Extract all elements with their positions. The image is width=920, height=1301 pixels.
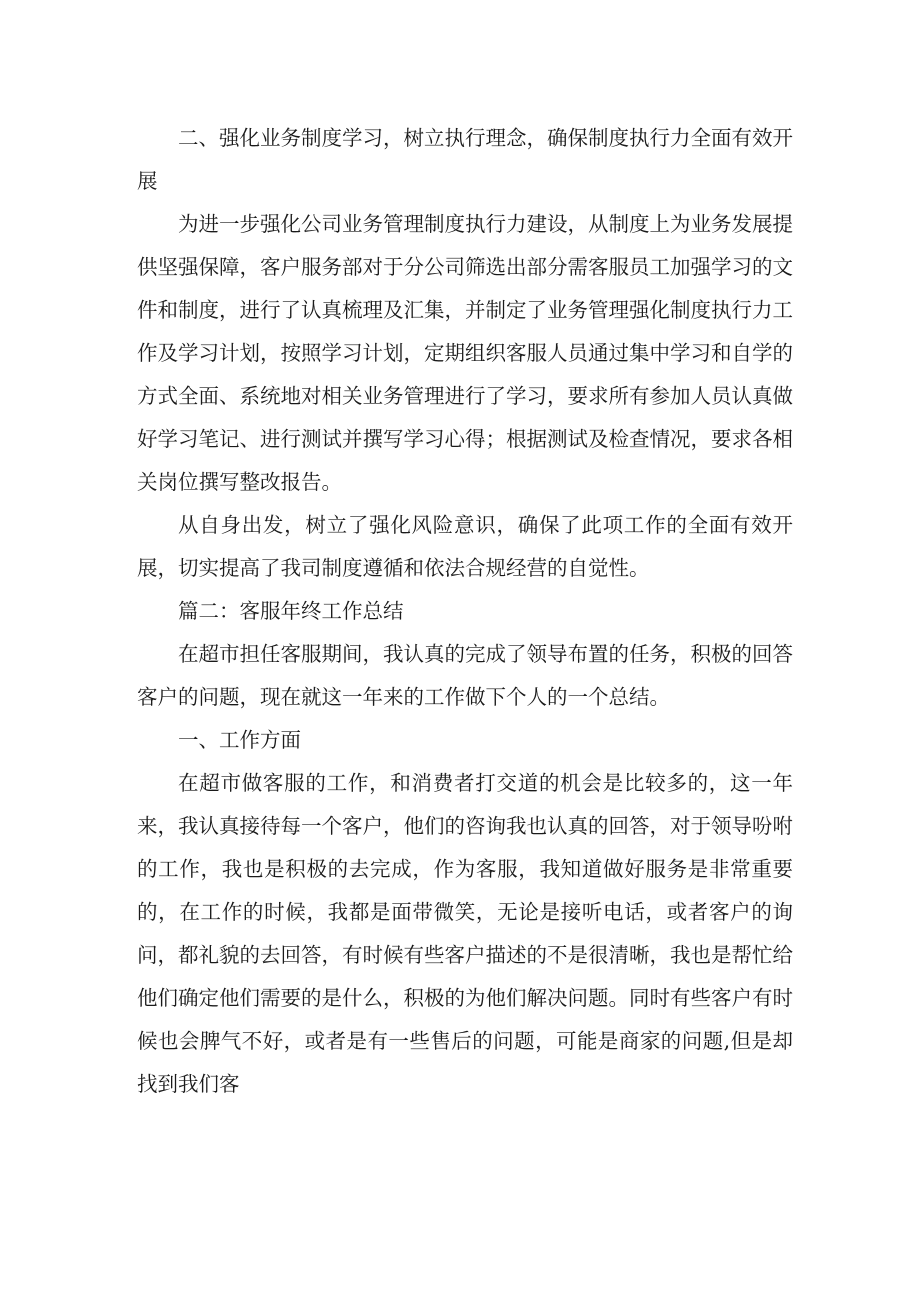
chapter-heading: 篇二：客服年终工作总结 — [178, 599, 404, 623]
body-paragraph: 从自身出发，树立了强化风险意识，确保了此项工作的全面有效开展，切实提高了我司制度遵循和依法合规经营的自觉性。 — [137, 513, 793, 580]
body-paragraph: 在超市担任客服期间，我认真的完成了领导布置的任务，积极的回答客户的问题，现在就这一年来的工作做下个人的一个总结。 — [137, 642, 793, 709]
body-paragraph: 在超市做客服的工作，和消费者打交道的机会是比较多的，这一年来，我认真接待每一个客户，他们的咨询我也认真的回答，对于领导吩咐的工作，我也是积极的去完成，作为客服，我知道做好服务是非常重要的，在工作的时候，我都是面带微笑，无论是接听电话，或者客户的询问，都礼貌的去回答，有时候有些客户描述的不是很清晰，我也是帮忙给他们确定他们需要的是什么，积极的为他们解决问题。同时有些客户有时候也会脾气不好，或者是有一些售后的问题，可能是商家的问题,但是却找到我们客 — [137, 771, 793, 1096]
document-page — [137, 117, 793, 1106]
section-heading-one: 一、工作方面 — [178, 728, 301, 752]
section-heading-two: 二、强化业务制度学习，树立执行理念，确保制度执行力全面有效开展 — [137, 126, 793, 193]
body-paragraph: 为进一步强化公司业务管理制度执行力建设，从制度上为业务发展提供坚强保障，客户服务部对于分公司筛选出部分需客服员工加强学习的文件和制度，进行了认真梳理及汇集，并制定了业务管理强化制度执行力工作及学习计划，按照学习计划，定期组织客服人员通过集中学习和自学的方式全面、系统地对相关业务管理进行了学习，要求所有参加人员认真做好学习笔记、进行测试并撰写学习心得；根据测试及检查情况，要求各相关岗位撰写整改报告。 — [137, 212, 793, 494]
